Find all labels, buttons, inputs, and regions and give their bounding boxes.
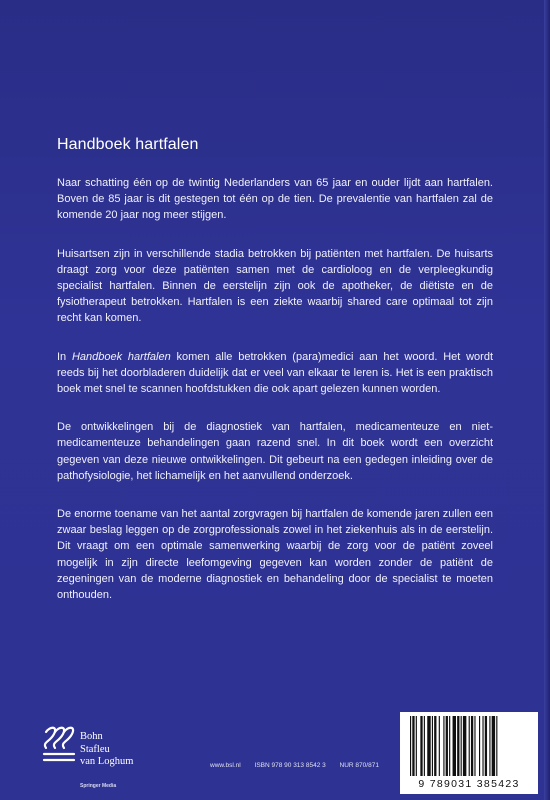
barcode-bar <box>489 716 490 776</box>
barcode-bar <box>482 716 483 776</box>
blurb-paragraph-5: De enorme toename van het aantal zorgvragen bij hartfalen de komende jaren zullen een zwaar beslag leggen op de zorgprofessionals zowel in het ziekenhuis als in de eerstelijn. Dit vraagt om een optimale samenwerking waarbij de zorg voor de patiënt zoveel mogelijk in zijn directe leefomgeving gegeven kan worden zonder de patiënt de zegeningen van de moderne diagnostiek en behandeling door de specialist te moeten onthouden. <box>57 508 493 602</box>
website-link[interactable]: www.bsl.nl <box>210 762 241 769</box>
isbn-text: ISBN 978 90 313 8542 3 <box>254 762 326 769</box>
barcode-bar <box>496 716 497 776</box>
bsl-logo-icon <box>40 718 76 770</box>
barcode-bar <box>479 716 480 776</box>
barcode-bar <box>469 716 470 776</box>
barcode-bars <box>408 716 530 776</box>
barcode-bar <box>457 716 459 776</box>
barcode-bar <box>446 716 448 776</box>
blurb-paragraph-3 <box>57 349 493 398</box>
publisher-line-3: van Loghum <box>80 756 134 767</box>
publisher-line-1: Bohn <box>80 731 103 742</box>
publisher-line-2: Stafleu <box>80 743 110 755</box>
barcode-bar <box>471 716 473 776</box>
blurb-paragraph-2: Huisartsen zijn in verschillende stadia betrokken bij patiënten met hartfalen. De huisarts draagt zorg voor deze patiënten samen met de cardioloog en de verpleegkundig specialist hartfalen. Binnen de eerstelijn zijn ook de apotheker, de diëtiste en de fysiotherapeut betrokken. Hartfalen is een ziekte waarbij shared care optimaal tot zijn recht kan komen. <box>57 247 493 325</box>
cover-edge <box>544 0 550 800</box>
paragraph-body: komen alle betrokken (para)medici aan het woord. Het wordt reeds bij het doorbladeren duidelijk dat er veel van elkaar te leren is. Het is een praktisch boek met snel te scannen hoofdstukken die ook apart gelezen kunnen worden. <box>57 350 494 396</box>
publisher-name <box>80 731 133 769</box>
paragraph-prefix: In <box>57 350 72 363</box>
book-title: Handboek hartfalen <box>57 136 199 153</box>
blurb <box>57 175 493 625</box>
blurb-paragraph-4: De ontwikkelingen bij de diagnostiek van hartfalen, medicamenteuze en niet-medicamenteuze behandelingen gaan razend snel. In dit boek wordt een overzicht gegeven van deze nieuwe ontwikkelingen. Dit gebeurt na een gedegen inleiding over de pathofysiologie, het lichamelijk en het aanvullend onderzoek. <box>57 421 493 482</box>
publisher-imprint: Springer Media <box>80 783 117 789</box>
barcode-bar <box>432 716 433 776</box>
barcode <box>400 712 538 794</box>
barcode-bar <box>434 716 436 776</box>
barcode-bar <box>427 716 430 776</box>
barcode-bar <box>410 716 411 776</box>
barcode-bar <box>461 716 462 776</box>
book-title-emphasis: Handboek hartfalen <box>71 350 171 363</box>
blurb-paragraph-1: Naar schatting één op de twintig Nederlanders van 65 jaar en ouder lijdt aan hartfalen. Boven de 85 jaar is dit gestegen tot één op de tien. De prevalentie van hartfalen zal de komende 20 jaar nog meer stijgen. <box>57 177 493 222</box>
nur-text: NUR 870/871 <box>339 762 379 769</box>
barcode-bar <box>449 716 450 776</box>
barcode-bar <box>416 716 417 776</box>
barcode-bar <box>420 716 422 776</box>
barcode-bar <box>485 716 487 776</box>
barcode-bar <box>439 716 440 776</box>
barcode-bar <box>492 716 495 776</box>
barcode-number: 9 789031 385423 <box>418 778 520 790</box>
barcode-bar <box>443 716 444 776</box>
book-meta <box>210 762 391 769</box>
barcode-bar <box>412 716 414 776</box>
barcode-bar <box>424 716 425 776</box>
barcode-bar <box>463 716 466 776</box>
barcode-bar <box>474 716 475 776</box>
barcode-bar <box>453 716 456 776</box>
